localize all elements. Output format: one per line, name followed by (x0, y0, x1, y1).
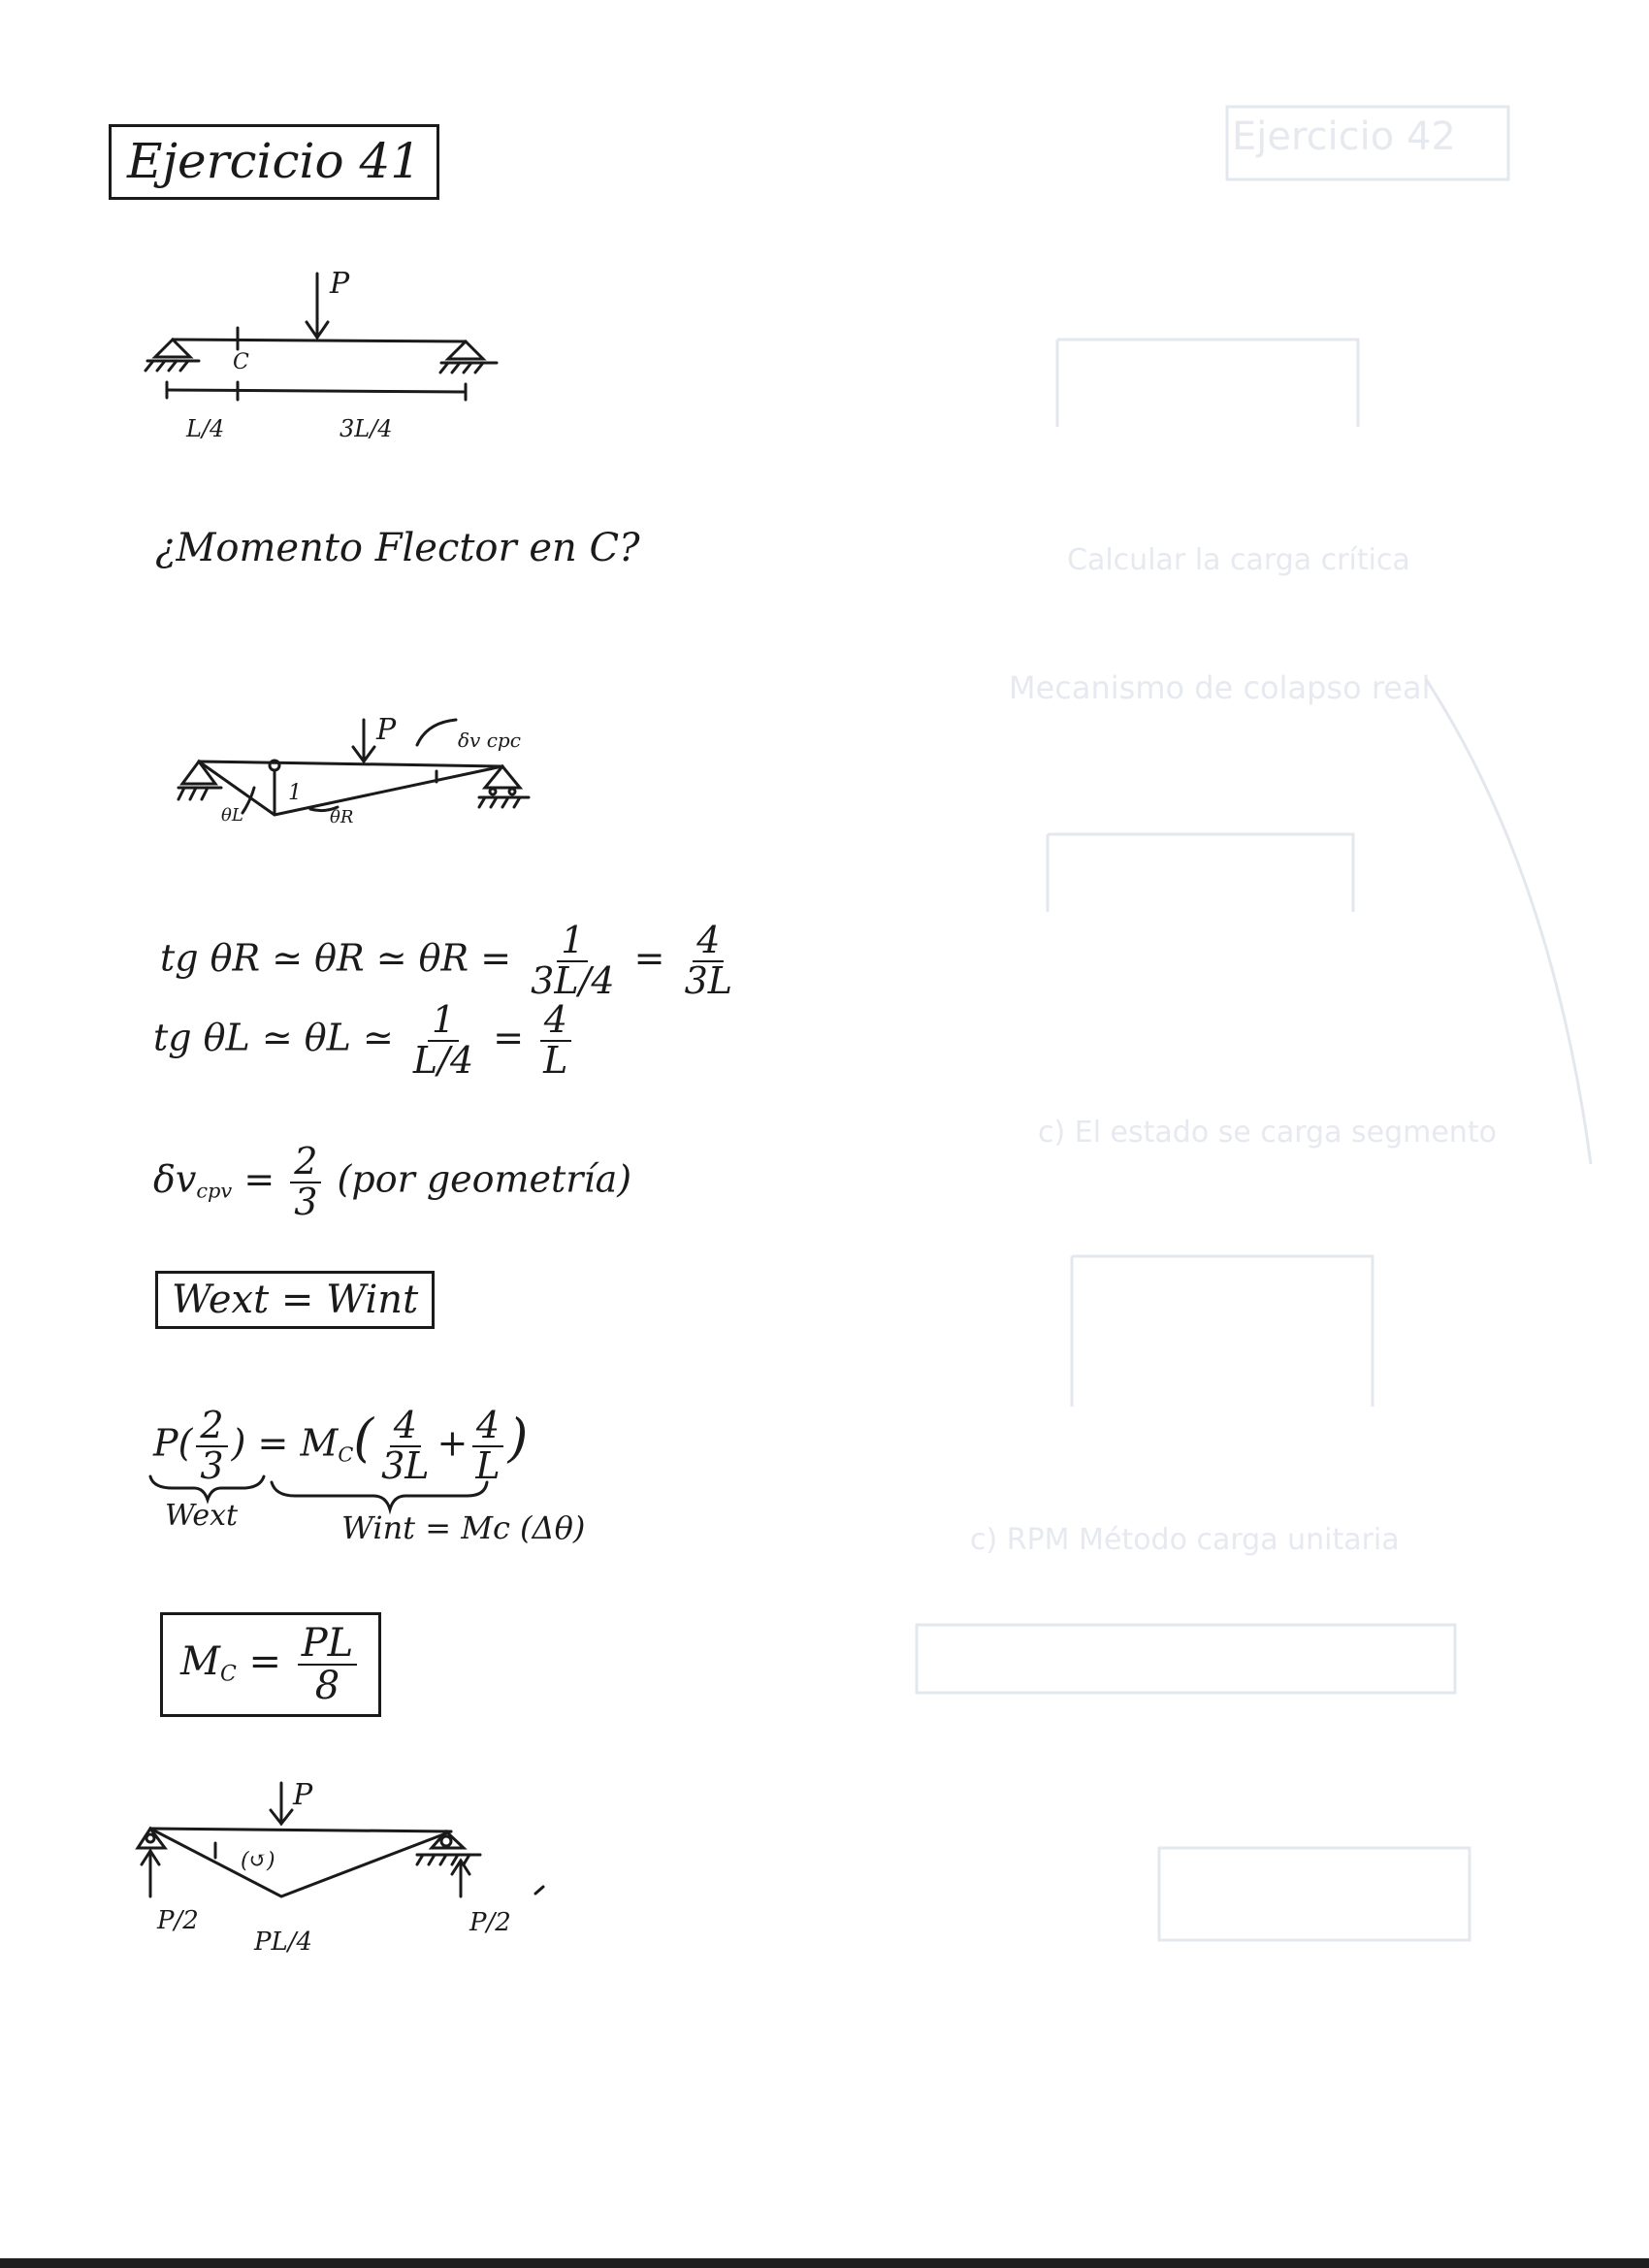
eq4-n1: 4 (390, 1407, 421, 1447)
question-text: ¿Momento Flector en C? (155, 526, 640, 570)
reaction-right-label: P/2 (469, 1908, 511, 1937)
wext-label: Wext (165, 1499, 239, 1533)
eq4-lhs-b: ) = (231, 1421, 289, 1465)
eq3-equals: = (243, 1157, 275, 1201)
unit-displacement-label: 1 (288, 781, 302, 805)
eq1-den1: 3L/4 (531, 958, 615, 1002)
eq2-den2: L (543, 1038, 568, 1082)
eq2-num2: 4 (540, 1001, 571, 1042)
eq4-mc: M (300, 1421, 339, 1465)
result-lhs: M (180, 1639, 220, 1684)
ghost-line-3: c) El estado se carga segmento (1038, 1116, 1497, 1150)
load-label-p: P (330, 267, 350, 301)
eq4-lhs-den: 3 (200, 1443, 224, 1487)
load-label-p-3: P (293, 1778, 313, 1812)
dim-left-label: L/4 (186, 415, 225, 442)
work-balance-box: Wext = Wint (155, 1271, 435, 1329)
deflection-label: δv cpc (458, 729, 521, 752)
eq2-equals: = (493, 1016, 525, 1059)
eq2-num1: 1 (428, 1001, 459, 1042)
eq4-n2: 4 (472, 1407, 503, 1447)
result-equals: = (248, 1639, 282, 1684)
eq1-lhs: tg θR ≃ θR ≃ θR = (160, 936, 512, 980)
ghost-title: Ejercicio 42 (1232, 114, 1456, 159)
eq4-plus: + (436, 1421, 469, 1465)
moment-arrow-label: (↺) (241, 1849, 275, 1873)
eq1-equals: = (633, 936, 665, 980)
eq4-lhs-num: 2 (196, 1407, 227, 1447)
eq4-d1: 3L (381, 1443, 430, 1487)
eq3-lhs: δv (153, 1157, 197, 1201)
result-num: PL (298, 1623, 357, 1666)
eq3-sub: cpv (196, 1179, 233, 1203)
eq4-paren-open: ( (353, 1408, 374, 1469)
scan-edge (0, 2258, 1649, 2268)
load-label-p-2: P (376, 713, 397, 747)
eq3-den: 3 (294, 1180, 318, 1223)
exercise-title: Ejercicio 41 (109, 124, 439, 200)
eq2-den1: L/4 (412, 1038, 474, 1082)
wint-label: Wint = Mc (Δθ) (341, 1509, 586, 1546)
ghost-line-1: Calcular la carga crítica (1067, 543, 1410, 577)
theta-r-label: θR (330, 807, 354, 827)
eq3-note: (por geometría) (337, 1157, 632, 1201)
eq1-num2: 4 (693, 922, 724, 962)
eq1-num1: 1 (557, 922, 588, 962)
result-den: 8 (314, 1664, 340, 1708)
eq4-d2: L (475, 1443, 501, 1487)
dim-right-label: 3L/4 (340, 415, 393, 442)
eq4-lhs-a: P( (153, 1421, 193, 1465)
reaction-left-label: P/2 (157, 1906, 199, 1935)
eq3-num: 2 (290, 1143, 321, 1183)
eq4-mc-sub: C (338, 1442, 354, 1467)
eq1-den2: 3L (684, 958, 732, 1002)
point-label-c: C (233, 350, 249, 374)
theta-l-label: θL (221, 805, 243, 826)
max-moment-label: PL/4 (254, 1928, 313, 1957)
ghost-line-4: c) RPM Método carga unitaria (970, 1523, 1400, 1557)
result-lhs-sub: C (219, 1662, 237, 1687)
eq4-paren-close: ) (507, 1408, 529, 1469)
ghost-line-2: Mecanismo de colapso real (1009, 669, 1431, 706)
eq2-lhs: tg θL ≃ θL ≃ (153, 1016, 394, 1059)
